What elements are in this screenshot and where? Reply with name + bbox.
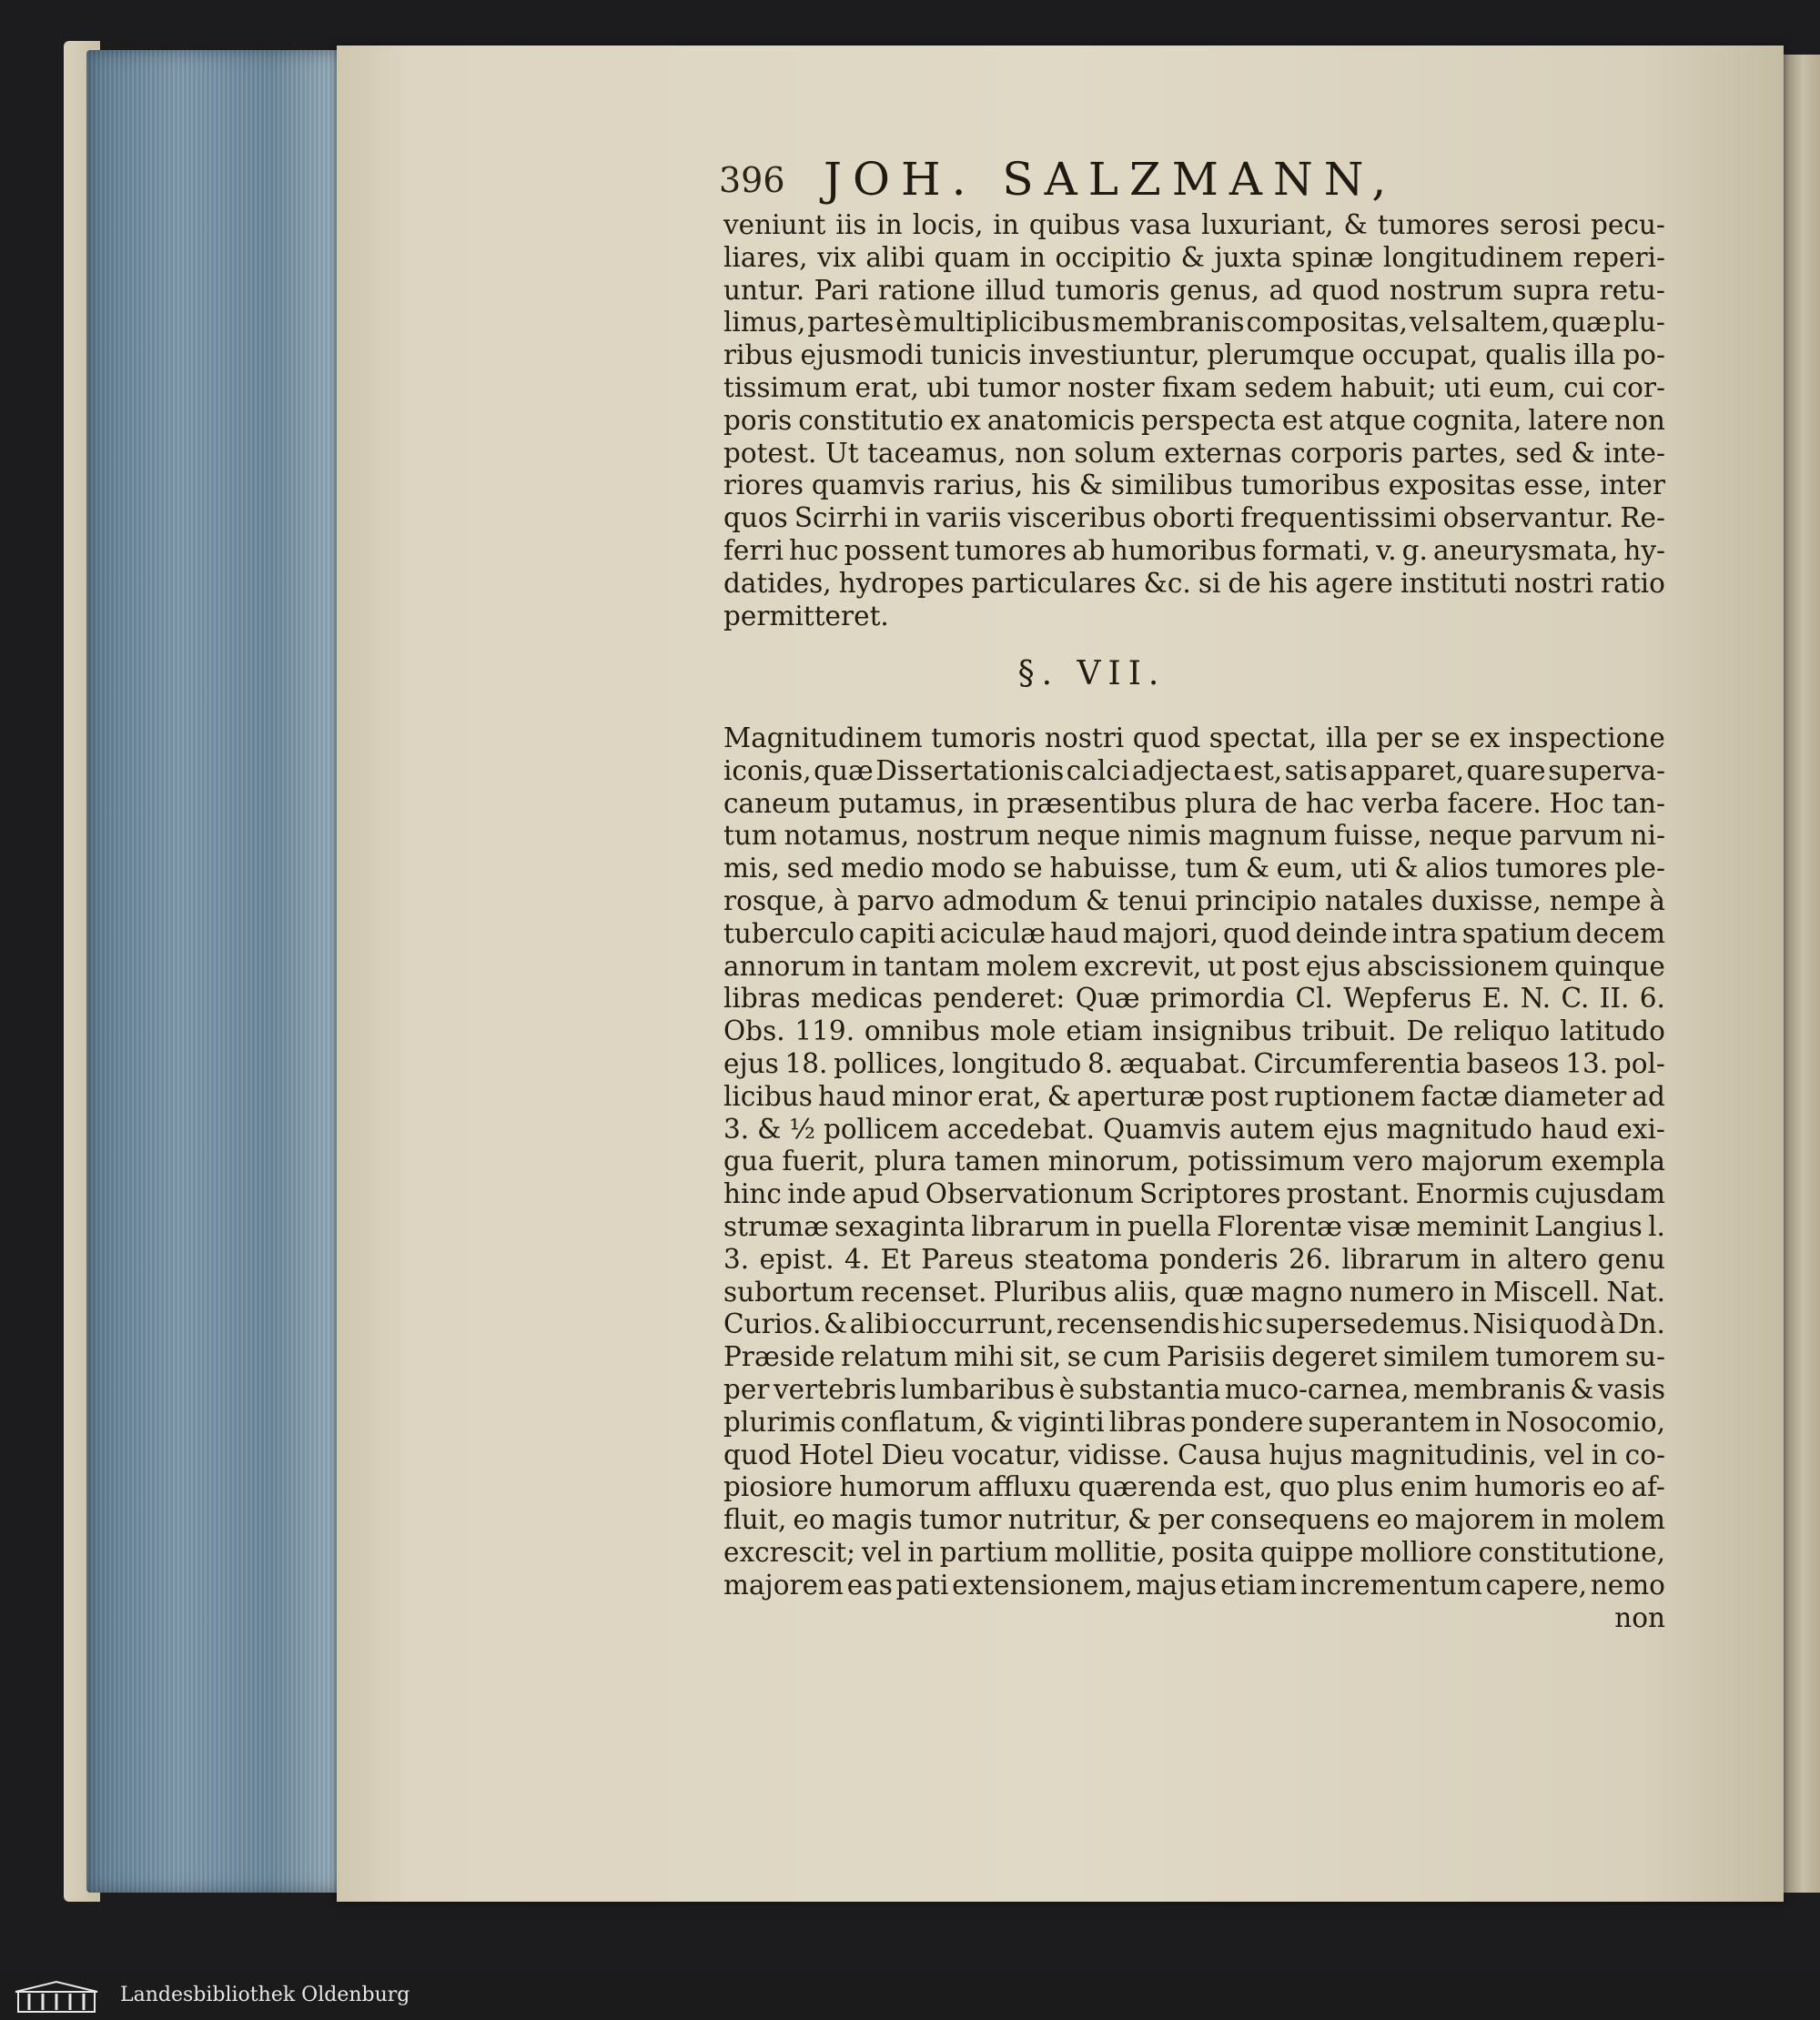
text-line: quos Scirrhi in variis visceribus oborti frequentissimi observantur. Re-: [723, 502, 1665, 534]
paragraph-2: [723, 722, 1665, 1634]
text-line: untur. Pari ratione illud tumoris genus, ad quod nostrum supra retu-: [723, 274, 1665, 306]
library-building-icon: [11, 1979, 102, 2014]
text-line: caneum putamus, in præsentibus plura de hac verba facere. Hoc tan-: [723, 787, 1665, 819]
paragraph-1: [723, 209, 1665, 632]
text-line: quod Hotel Dieu vocatur, vidisse. Causa hujus magnitudinis, vel in co-: [723, 1439, 1665, 1470]
text-line: excrescit; vel in partium mollitie, posita quippe molliore constitutione,: [723, 1536, 1665, 1568]
text-line: 3. epist. 4. Et Pareus steatoma ponderis 26. librarum in altero genu: [723, 1243, 1665, 1275]
text-line: ejus 18. pollices, longitudo 8. æquabat. Circumferentia baseos 13. pol-: [723, 1047, 1665, 1079]
text-line: subortum recenset. Pluribus aliis, quæ magno numero in Miscell. Nat.: [723, 1276, 1665, 1308]
text-line: permitteret.: [723, 600, 889, 631]
text-line: hinc inde apud Observationum Scriptores prostant. Enormis cujusdam: [723, 1178, 1665, 1210]
text-line: tuberculo capiti aciculæ haud majori, quod deinde intra spatium decem: [723, 917, 1665, 949]
text-line: Obs. 119. omnibus mole etiam insignibus tribuit. De reliquo latitudo: [723, 1015, 1665, 1047]
text-line: veniunt iis in locis, in quibus vasa luxuriant, & tumores serosi pecu-: [723, 209, 1665, 240]
book-page-edges: [86, 50, 350, 1893]
text-line: tum notamus, nostrum neque nimis magnum fuisse, neque parvum ni-: [723, 820, 1665, 852]
running-title: JOH. SALZMANN,: [824, 153, 1398, 206]
footer-bar: [0, 1975, 1820, 2020]
text-line: ferri huc possent tumores ab humoribus formati, v. g. aneurysmata, hy-: [723, 534, 1665, 566]
text-line: riores quamvis rarius, his & similibus tumoribus expositas esse, inter: [723, 470, 1665, 501]
text-line: potest. Ut taceamus, non solum externas corporis partes, sed & inte-: [723, 437, 1665, 469]
text-line: 3. & ½ pollicem accedebat. Quamvis autem ejus magnitudo haud exi-: [723, 1113, 1665, 1145]
text-line: majorem eas pati extensionem, majus etiam incrementum capere, nemo: [723, 1569, 1665, 1601]
text-line: rosque, à parvo admodum & tenui principio natales duxisse, nempe à: [723, 884, 1665, 916]
page-number: 396: [719, 160, 785, 200]
text-line: limus, partes è multiplicibus membranis compositas, vel saltem, quæ plu-: [723, 307, 1665, 338]
text-line: Magnitudinem tumoris nostri quod spectat, illa per se ex inspectione: [723, 722, 1665, 753]
catchword: non: [1614, 1601, 1665, 1633]
text-line: licibus haud minor erat, & aperturæ post ruptionem factæ diameter ad: [723, 1080, 1665, 1112]
text-line: per vertebris lumbaribus è substantia muco-carnea, membranis & vasis: [723, 1373, 1665, 1405]
text-line: annorum in tantam molem excrevit, ut post ejus abscissionem quinque: [723, 950, 1665, 982]
text-line: fluit, eo magis tumor nutritur, & per consequens eo majorem in molem: [723, 1504, 1665, 1536]
text-line: liares, vix alibi quam in occipitio & juxta spinæ longitudinem reperi-: [723, 241, 1665, 273]
library-name: Landesbibliothek Oldenburg: [120, 1984, 410, 2006]
text-line: piosiore humorum affluxu quærenda est, quo plus enim humoris eo af-: [723, 1471, 1665, 1503]
text-line: plurimis conflatum, & viginti libras pondere superantem in Nosocomio,: [723, 1406, 1665, 1438]
text-line: ribus ejusmodi tunicis investiuntur, plerumque occupat, qualis illa po-: [723, 339, 1665, 371]
facing-page-edge: [1779, 55, 1820, 1893]
text-line: iconis, quæ Dissertationis calci adjecta est, satis apparet, quare superva-: [723, 754, 1665, 786]
text-line: mis, sed medio modo se habuisse, tum & eum, uti & alios tumores ple-: [723, 853, 1665, 884]
text-line: gua fuerit, plura tamen minorum, potissimum vero majorum exempla: [723, 1146, 1665, 1177]
text-line: Curios. & alibi occurrunt, recensendis hic supersedemus. Nisi quod à Dn.: [723, 1308, 1665, 1340]
text-line: tissimum erat, ubi tumor noster fixam sedem habuit; uti eum, cui cor-: [723, 371, 1665, 403]
section-heading: §. VII.: [1017, 655, 1167, 692]
text-line: datides, hydropes particulares &c. si de his agere instituti nostri ratio: [723, 567, 1665, 599]
text-line: libras medicas penderet: Quæ primordia Cl. Wepferus E. N. C. II. 6.: [723, 983, 1665, 1015]
text-line: strumæ sexaginta librarum in puella Florentæ visæ meminit Langius l.: [723, 1210, 1665, 1242]
running-head: [719, 153, 1674, 217]
text-line: poris constitutio ex anatomicis perspecta est atque cognita, latere non: [723, 404, 1665, 436]
text-line: Præside relatum mihi sit, se cum Parisiis degeret similem tumorem su-: [723, 1341, 1665, 1373]
